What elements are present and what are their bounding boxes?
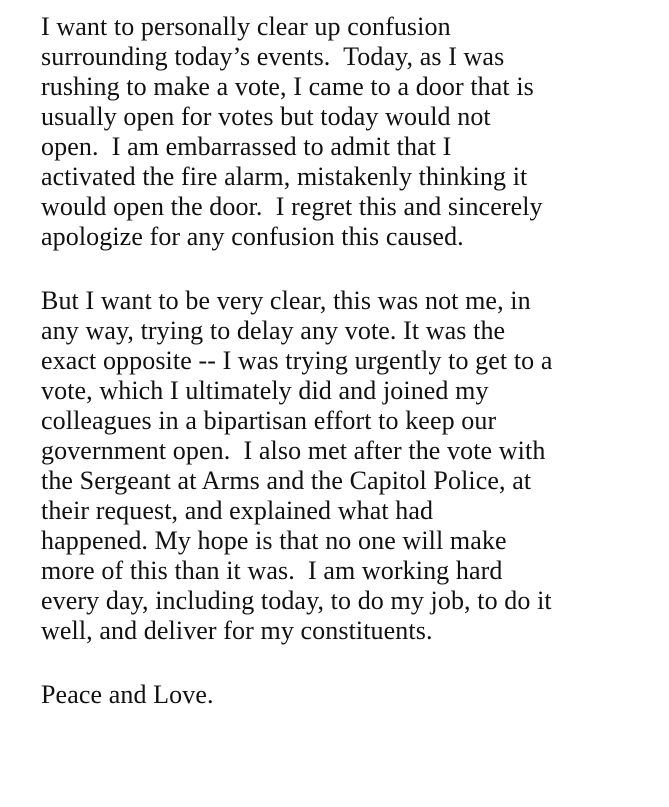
text-line: surrounding today’s events. Today, as I was [41, 42, 505, 71]
text-line: vote, which I ultimately did and joined my [41, 376, 489, 405]
text-line: every day, including today, to do my job, to do it [41, 586, 552, 615]
statement-document [41, 12, 661, 710]
text-line: exact opposite -- I was trying urgently to get to a [41, 346, 553, 375]
text-line: well, and deliver for my constituents. [41, 616, 433, 645]
signoff-line: Peace and Love. [41, 680, 214, 709]
text-line: open. I am embarrassed to admit that I [41, 132, 452, 161]
paragraph-apology [41, 12, 661, 252]
text-line: government open. I also met after the vote with [41, 436, 546, 465]
text-line: I want to personally clear up confusion [41, 12, 451, 41]
paragraph-signoff [41, 680, 661, 710]
text-line: But I want to be very clear, this was not me, in [41, 286, 531, 315]
text-line: rushing to make a vote, I came to a door that is [41, 72, 534, 101]
text-line: more of this than it was. I am working hard [41, 556, 503, 585]
text-line: activated the fire alarm, mistakenly thinking it [41, 162, 528, 191]
text-line: would open the door. I regret this and sincerely [41, 192, 543, 221]
text-line: their request, and explained what had [41, 496, 434, 525]
text-line: any way, trying to delay any vote. It was the [41, 316, 506, 345]
paragraph-clarification [41, 286, 661, 646]
text-line: apologize for any confusion this caused. [41, 222, 464, 251]
text-line: happened. My hope is that no one will make [41, 526, 507, 555]
text-line: colleagues in a bipartisan effort to keep our [41, 406, 497, 435]
text-line: usually open for votes but today would not [41, 102, 491, 131]
text-line: the Sergeant at Arms and the Capitol Police, at [41, 466, 532, 495]
